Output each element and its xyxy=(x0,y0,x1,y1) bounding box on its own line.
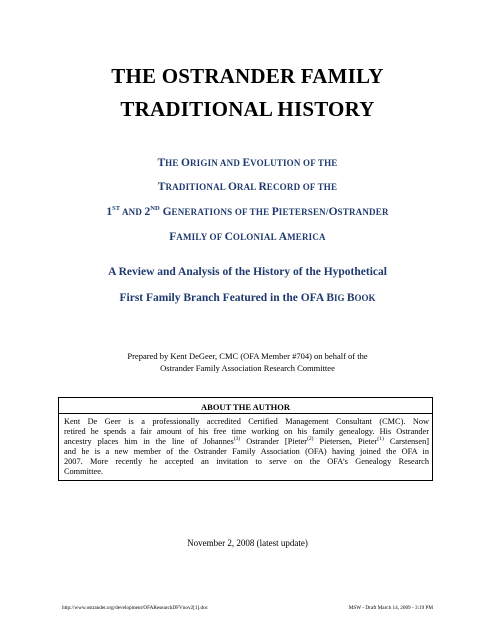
about-text-line-1: Kent De Geer is a professionally accredited Certified Management Consultant (CMC). Now xyxy=(64,417,429,426)
about-text-line-2: retired he spends a fair amount of his free time working on his family genealogy. His Ostrander xyxy=(64,427,429,436)
about-text-line-3: ancestry places him in the line of Johannes$^{(3)}$ Ostrander [Pieter$^{(2)}$ Pietersen, Pieter$^{(1)}$ Carstensen] xyxy=(64,436,429,446)
subtitle-line-4: FAMILY OF COLONIAL AMERICA xyxy=(169,231,326,243)
about-author-heading: ABOUT THE AUTHOR xyxy=(201,402,290,412)
prepared-by-line-2: Ostrander Family Association Research Committee xyxy=(160,363,335,373)
subtitle-line-3: 1ST AND 2ND GENERATIONS OF THE PIETERSEN/OSTRANDER xyxy=(106,205,389,218)
about-author-divider xyxy=(59,413,432,414)
review-line-2: First Family Branch Featured in the OFA BIG BOOK xyxy=(119,292,376,304)
subtitle-line-2: TRADITIONAL ORAL RECORD OF THE xyxy=(157,181,338,193)
about-text-line-6: Committee. xyxy=(64,467,103,476)
about-text-line-5: 2007. More recently he accepted an invitation to serve on the OFA’s Genealogy Research xyxy=(64,457,429,466)
update-date: November 2, 2008 (latest update) xyxy=(187,538,308,548)
footer-draft-stamp: MSW - Draft March 14, 2009 - 3:19 PM xyxy=(348,605,433,611)
about-text-line-4: and he is a new member of the Ostrander Family Association (OFA) having joined the OFA in xyxy=(64,447,429,456)
subtitle-line-1: THE ORIGIN AND EVOLUTION OF THE xyxy=(157,157,338,169)
about-author-box xyxy=(58,397,433,481)
main-title-line-1: THE OSTRANDER FAMILY xyxy=(111,64,384,88)
footer-url: http://www.ostrander.org/development/OFAResearchDFVnov2[1].doc xyxy=(62,605,208,611)
prepared-by-line-1: Prepared by Kent DeGeer, CMC (OFA Member #704) on behalf of the xyxy=(127,351,368,361)
review-line-1: A Review and Analysis of the History of the Hypothetical xyxy=(108,266,387,278)
main-title-line-2: TRADITIONAL HISTORY xyxy=(120,97,375,121)
